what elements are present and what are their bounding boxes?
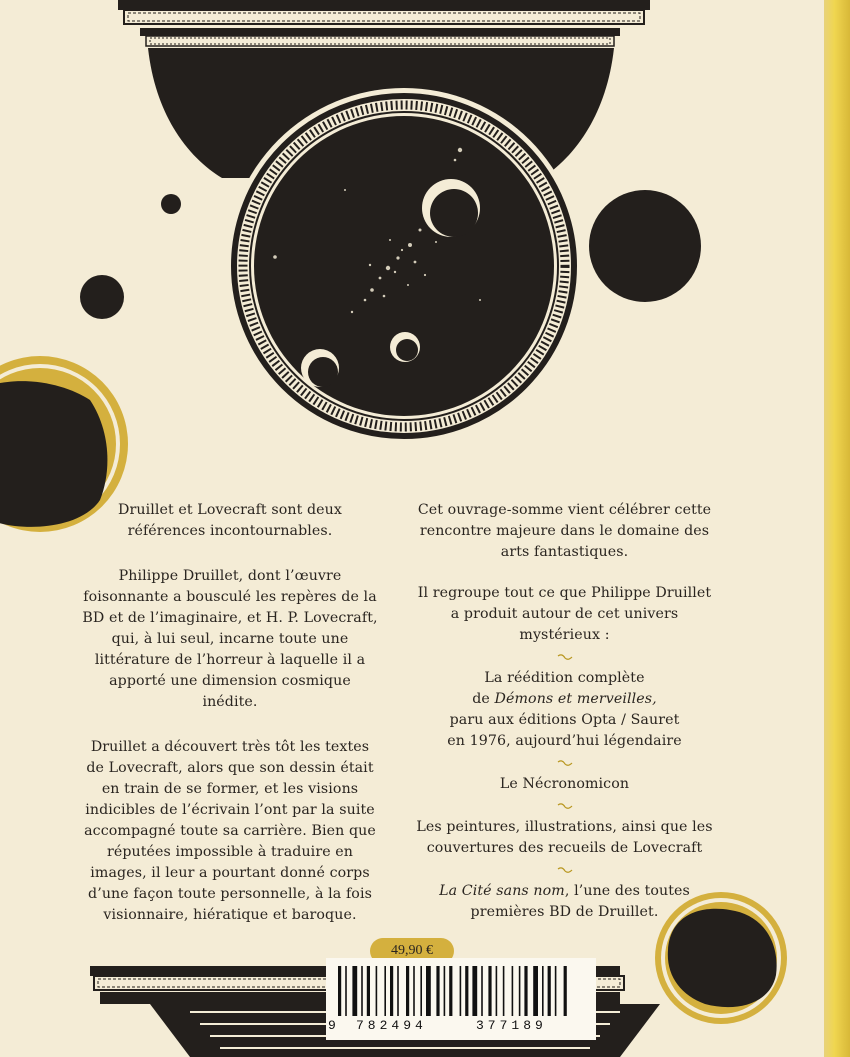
barcode-bar	[449, 966, 452, 1016]
left-paragraph-2: Philippe Druillet, dont l’œuvre foisonnante a bousculé les repères de la BD et de l’imaginaire, et H. P. Lovecraft, qui, à lui seul, incarne toute une littérature de l’horreur à laquelle il a apporté une dimension cosmique inédite.	[82, 568, 378, 710]
barcode-bar	[564, 966, 567, 1016]
barcode-bar	[512, 966, 514, 1016]
left-paragraph-3: Druillet a découvert très tôt les textes de Lovecraft, alors que son dessin était en train de se former, et les visions indicibles de l’écrivain l’ont par la suite accompagné toute sa carrière. Bien que réputées impossible à traduire en images, il leur a pourtant donné corps d’une façon toute personnelle, à la fois visionnaire, hiératique et baroque.	[84, 739, 376, 923]
planet-small	[161, 194, 181, 214]
barcode-bar	[390, 966, 393, 1016]
barcode-bar	[465, 966, 468, 1016]
barcode-bar	[426, 966, 431, 1016]
cosmic-orb	[226, 88, 582, 444]
barcode-bar	[496, 966, 498, 1016]
barcode-bar	[367, 966, 370, 1016]
left-text-column	[80, 500, 380, 946]
ornament-separator	[557, 799, 573, 813]
barcode-bar	[384, 966, 386, 1016]
barcode-bar	[345, 966, 347, 1016]
barcode-bar	[524, 966, 527, 1016]
barcode-bar	[397, 966, 399, 1016]
book-title-cite: La Cité sans nom	[439, 883, 565, 899]
barcode-bar	[503, 966, 505, 1016]
price-sticker: 49,90 €	[370, 938, 454, 964]
left-paragraph-1: Druillet et Lovecraft sont deux références incontournables.	[117, 502, 343, 539]
list-item-peintures: Les peintures, illustrations, ainsi que les couvertures des recueils de Lovecraft	[416, 819, 713, 856]
barcode-bars	[334, 966, 588, 1016]
barcode-bar	[352, 966, 357, 1016]
barcode-bar	[542, 966, 544, 1016]
list-item-reedition: La réédition complète de Démons et merveilles, paru aux éditions Opta / Sauret en 1976, aujourd’hui légendaire	[447, 670, 682, 749]
barcode-bar	[436, 966, 439, 1016]
barcode-bar	[519, 966, 521, 1016]
list-item-necronomicon: Le Nécronomicon	[499, 776, 630, 792]
barcode-bar	[376, 966, 378, 1016]
book-title-demons: Démons et merveilles,	[494, 691, 657, 707]
barcode-bar	[548, 966, 551, 1016]
right-text-column	[412, 500, 717, 927]
barcode-bar	[488, 966, 491, 1016]
planet-large	[589, 190, 701, 302]
barcode-bar	[406, 966, 409, 1016]
barcode-bar	[472, 966, 477, 1016]
barcode-bar	[413, 966, 415, 1016]
ornament-separator	[557, 756, 573, 770]
barcode-bar	[361, 966, 363, 1016]
right-paragraph-2: Il regroupe tout ce que Philippe Druillet a produit autour de cet univers mystérieux :	[417, 585, 712, 643]
barcode-bar	[533, 966, 538, 1016]
ornament-separator	[557, 863, 573, 877]
barcode-bar	[444, 966, 446, 1016]
top-cornice	[118, 0, 650, 46]
isbn-barcode: 9 782494 377189	[326, 958, 596, 1040]
barcode-bar	[555, 966, 557, 1016]
barcode-bar	[420, 966, 422, 1016]
barcode-bar	[460, 966, 462, 1016]
list-item-cite: La Cité sans nom, l’une des toutes premières BD de Druillet.	[439, 883, 690, 920]
barcode-bar	[481, 966, 483, 1016]
ornament-separator	[557, 650, 573, 664]
right-paragraph-1: Cet ouvrage-somme vient célébrer cette rencontre majeure dans le domaine des arts fantastiques.	[417, 502, 712, 560]
planet-medium	[80, 275, 124, 319]
barcode-bar	[338, 966, 341, 1016]
